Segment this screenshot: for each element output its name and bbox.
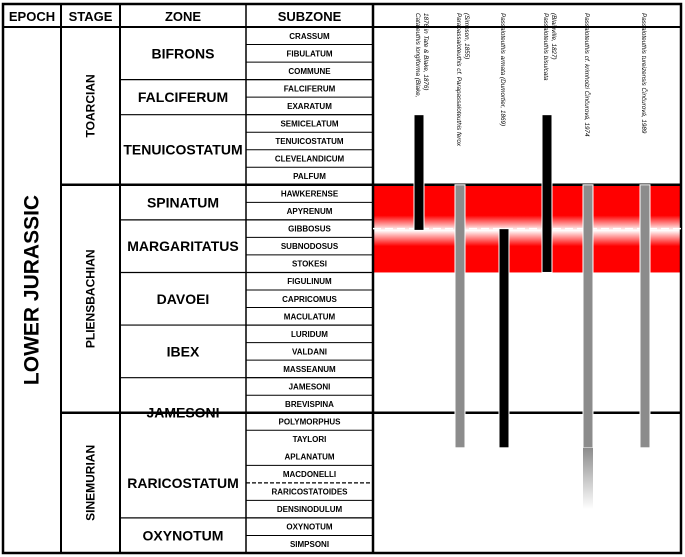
range-bar	[640, 185, 650, 448]
zone-label-oxynotum: OXYNOTUM	[142, 527, 224, 544]
taxon-label-line2: (Simpson, 1855)	[463, 13, 470, 60]
subzone-label: FIBULATUM	[286, 49, 333, 59]
taxon-label	[455, 13, 470, 147]
subzone-label: FIGULINUM	[287, 277, 332, 287]
stage-label-pliensbachian: PLIENSBACHIAN	[83, 249, 98, 349]
zone-label-spinatum: SPINATUM	[146, 194, 220, 211]
range-bar	[414, 115, 424, 231]
table-frame	[3, 4, 681, 553]
zone-label-tenuicostatum: TENUICOSTATUM	[123, 141, 243, 158]
subzone-label: OXYNOTUM	[286, 522, 333, 532]
subzone-label: APLANATUM	[284, 452, 335, 462]
stage-label-sinemurian: SINEMURIAN	[83, 444, 98, 521]
subzone-label: STOKESI	[292, 259, 327, 269]
taxon-label-line1: Passaloteuthis tureizensis Činčurová, 1989	[640, 13, 647, 134]
zone-header: ZONE	[164, 9, 202, 24]
subzone-label: MASSEANUM	[283, 364, 336, 374]
subzone-label: JAMESONI	[288, 382, 331, 392]
range-bar	[499, 229, 509, 448]
subzone-label: LURIDUM	[291, 329, 328, 339]
subzone-label: COMMUNE	[288, 66, 331, 76]
subzone-label: BREVISPINA	[285, 399, 334, 409]
taxon-label-line1: Passaloteuthis armata (Dumortier, 1869)	[499, 13, 506, 127]
range-bar	[455, 185, 465, 448]
zone-label-falciferum: FALCIFERUM	[137, 89, 229, 106]
subzone-label: TAYLORI	[292, 435, 327, 445]
taxon-label-line1: Catateuthis longiforma (Blake,	[414, 13, 421, 98]
taxon-label-line2: 1876 in Tate & Blake, 1876)	[422, 13, 429, 91]
zone-label-margaritatus: MARGARITATUS	[127, 238, 239, 255]
range-bar	[583, 185, 593, 448]
zone-label-jamesoni: JAMESONI	[146, 404, 220, 421]
zone-label-raricostatum: RARICOSTATUM	[127, 474, 239, 491]
taxon-label	[640, 13, 649, 134]
subzone-header: SUBZONE	[277, 9, 342, 24]
zone-label-ibex: IBEX	[166, 343, 200, 360]
subzone-label: PALFUM	[293, 172, 326, 182]
taxon-label-line1: Parapassaloteuthis cf. Parapassaloteuthis ferox	[455, 13, 462, 147]
subzone-label: SUBNODOSUS	[280, 242, 339, 252]
subzone-label: SIMPSONI	[289, 540, 330, 550]
taxon-label	[414, 13, 429, 98]
taxon-label-line2: (Blainville, 1827)	[550, 13, 557, 60]
subzone-label: DENSINODULUM	[276, 505, 343, 515]
taxon-label-line1: Passaloteuthis cf. krimholzi Činčurová, 1974	[583, 13, 590, 137]
subzone-label: VALDANI	[292, 347, 327, 357]
subzone-label: APYRENUM	[286, 207, 333, 217]
range-bar-faded	[583, 448, 593, 509]
subzone-label: POLYMORPHUS	[278, 417, 341, 427]
subzone-label: TENUICOSTATUM	[275, 136, 344, 146]
subzone-label: MACULATUM	[283, 312, 336, 322]
range-bar	[542, 115, 552, 273]
subzone-label: FALCIFERUM	[283, 84, 336, 94]
subzone-label: HAWKERENSE	[280, 189, 339, 199]
subzone-label: CLEVELANDICUM	[274, 154, 345, 164]
taxon-label	[583, 13, 592, 137]
epoch-header: EPOCH	[8, 9, 56, 24]
taxon-label	[499, 13, 506, 126]
zone-label-davoei: DAVOEI	[156, 290, 210, 307]
subzone-label: MACDONELLI	[282, 470, 337, 480]
subzone-label: CRASSUM	[289, 31, 330, 41]
subzone-label: SEMICELATUM	[280, 119, 339, 129]
taxon-label	[542, 13, 557, 81]
zone-label-bifrons: BIFRONS	[151, 45, 215, 62]
subzone-label: GIBBOSUS	[288, 224, 331, 234]
subzone-label: RARICOSTATOIDES	[271, 487, 348, 497]
epoch-label: LOWER JURASSIC	[20, 194, 44, 386]
subzone-label: EXARATUM	[287, 101, 332, 111]
stage-header: STAGE	[68, 9, 113, 24]
subzone-label: CAPRICOMUS	[282, 294, 337, 304]
taxon-label-line1: Passaloteuthis bisulcata	[542, 13, 549, 81]
stage-label-toarcian: TOARCIAN	[83, 74, 98, 138]
